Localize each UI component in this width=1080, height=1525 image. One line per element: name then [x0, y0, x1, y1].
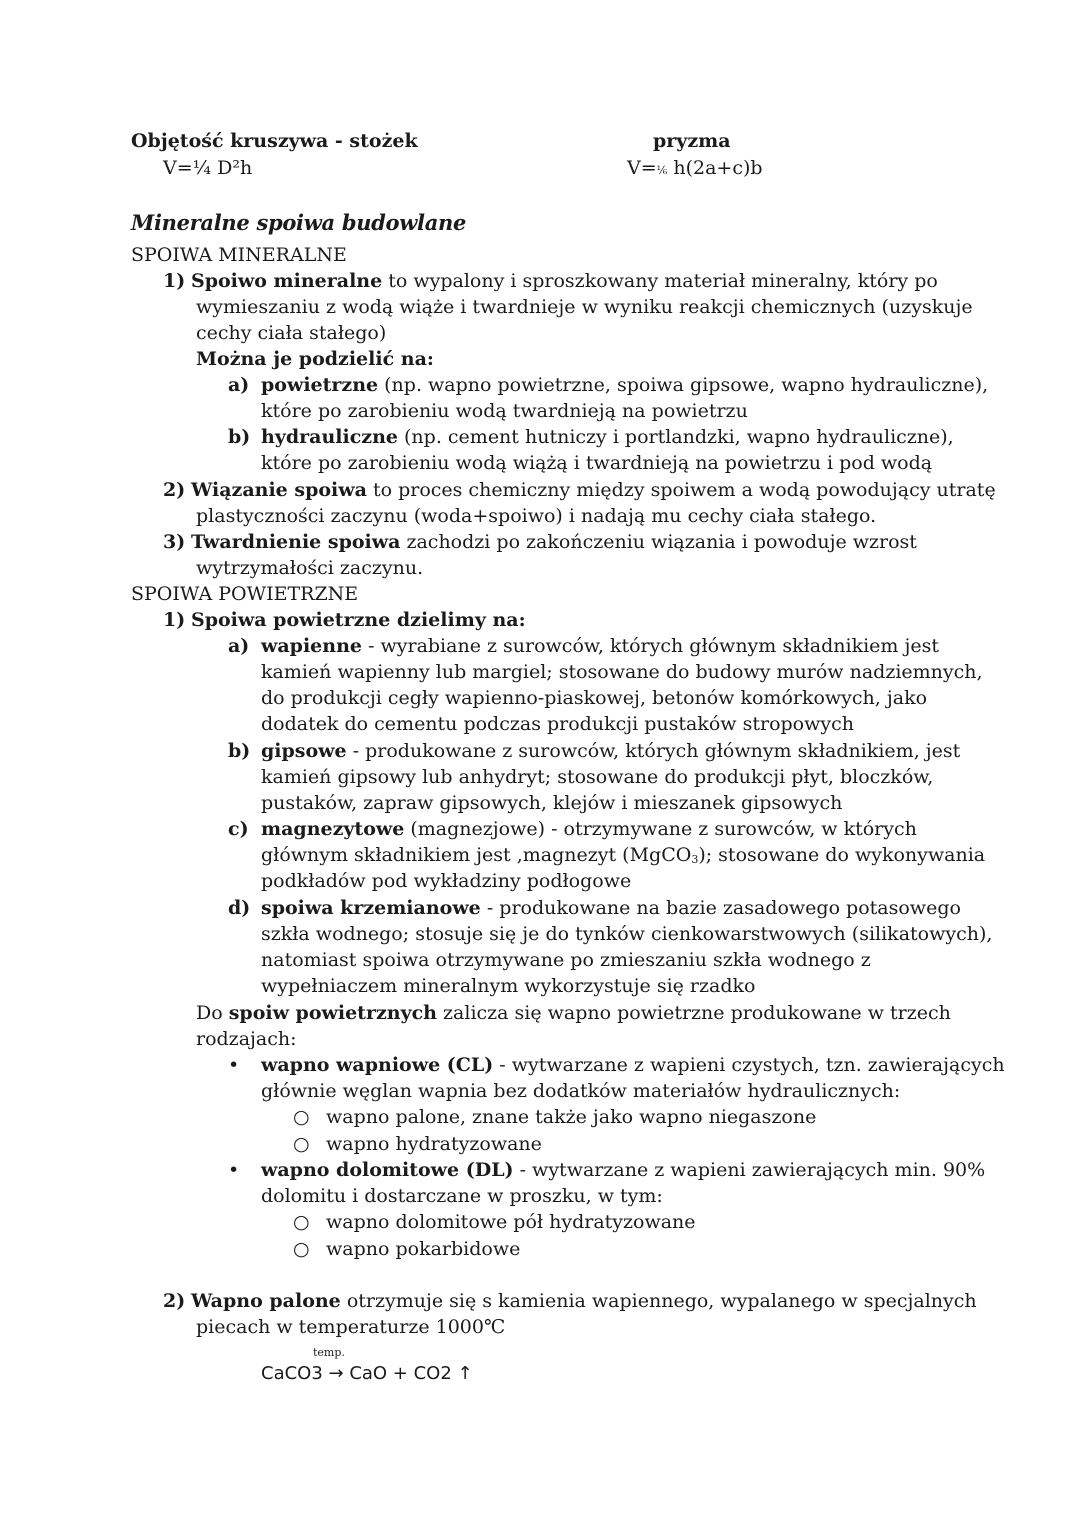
air-subitem-d: d) spoiwa krzemianowe - produkowane na bazie zasadowego potasowego — [228, 897, 961, 919]
air-item-2: 2) Wapno palone otrzymuje się s kamienia wapiennego, wypalanego w specjalnych — [163, 1290, 977, 1312]
text-line: dolomitu i dostarczane w proszku, w tym: — [261, 1185, 663, 1207]
text-line: kamień gipsowy lub anhydryt; stosowane do produkcji płyt, bloczków, — [261, 766, 934, 788]
sub-bullet: ○ wapno dolomitowe pół hydratyzowane — [293, 1211, 696, 1233]
mineral-subitem-a: a) powietrzne (np. wapno powietrzne, spoiwa gipsowe, wapno hydrauliczne), — [228, 374, 989, 396]
lime-intro: Do spoiw powietrznych zalicza się wapno powietrzne produkowane w trzech — [196, 1002, 951, 1024]
text-line: cechy ciała stałego) — [196, 322, 387, 344]
reaction-equation: CaCO3 → CaO + CO2 ↑ — [261, 1363, 473, 1384]
sub-bullet: ○ wapno pokarbidowe — [293, 1238, 521, 1260]
text-line: podkładów pod wykładziny podłogowe — [261, 870, 632, 892]
text-line: wymieszaniu z wodą wiąże i twardnieje w wyniku reakcji chemicznych (uzyskuje — [196, 296, 973, 318]
bullet-dl: • wapno dolomitowe (DL) - wytwarzane z wapieni zawierających min. 90% — [228, 1159, 986, 1181]
text-line: piecach w temperaturze 1000℃ — [196, 1316, 506, 1338]
text-line: szkła wodnego; stosuje się je do tynków cienkowarstwowych (silikatowych), — [261, 923, 993, 945]
text-line: rodzajach: — [196, 1028, 297, 1050]
temp-label: temp. — [313, 1346, 345, 1359]
sub-bullet: ○ wapno hydratyzowane — [293, 1133, 542, 1155]
bullet-cl: • wapno wapniowe (CL) - wytwarzane z wapieni czystych, tzn. zawierających — [228, 1054, 1005, 1076]
air-item-1: 1) Spoiwa powietrzne dzielimy na: — [163, 609, 526, 631]
air-subitem-a: a) wapienne - wyrabiane z surowców, których głównym składnikiem jest — [228, 635, 939, 657]
section-heading-mineral: SPOIWA MINERALNE — [131, 244, 347, 266]
text-line: kamień wapienny lub margiel; stosowane do budowy murów nadziemnych, — [261, 661, 983, 683]
mineral-item-1: 1) Spoiwo mineralne to wypalony i sproszkowany materiał mineralny, który po — [163, 270, 938, 292]
prism-volume-label: pryzma — [653, 130, 731, 152]
air-subitem-b: b) gipsowe - produkowane z surowców, których głównym składnikiem, jest — [228, 740, 961, 762]
text-line: głównym składnikiem jest ,magnezyt (MgCO3); stosowane do wykonywania — [261, 844, 986, 866]
mineral-item-3: 3) Twardnienie spoiwa zachodzi po zakończeniu wiązania i powoduje wzrost — [163, 531, 917, 553]
text-line: wytrzymałości zaczynu. — [196, 557, 424, 579]
text-line: głównie węglan wapnia bez dodatków materiałów hydraulicznych: — [261, 1080, 901, 1102]
section-heading-air: SPOIWA POWIETRZNE — [131, 583, 359, 605]
text-line: Można je podzielić na: — [196, 348, 434, 370]
prism-volume-formula: V=⅙ h(2a+c)b — [627, 157, 763, 179]
text-line: dodatek do cementu podczas produkcji pustaków stropowych — [261, 713, 854, 735]
mineral-subitem-b: b) hydrauliczne (np. cement hutniczy i portlandzki, wapno hydrauliczne), — [228, 426, 954, 448]
cone-volume-formula: V=¼ D²h — [163, 157, 253, 179]
text-line: pustaków, zapraw gipsowych, klejów i mieszanek gipsowych — [261, 792, 843, 814]
text-line: natomiast spoiwa otrzymywane po zmieszaniu szkła wodnego z — [261, 949, 871, 971]
text-line: które po zarobieniu wodą wiążą i twardnieją na powietrzu i pod wodą — [261, 452, 933, 474]
cone-volume-label: Objętość kruszywa - stożek — [131, 130, 418, 152]
air-subitem-c: c) magnezytowe (magnezjowe) - otrzymywane z surowców, w których — [228, 818, 917, 840]
text-line: które po zarobieniu wodą twardnieją na powietrzu — [261, 400, 748, 422]
sub-bullet: ○ wapno palone, znane także jako wapno niegaszone — [293, 1106, 817, 1128]
text-line: wypełniaczem mineralnym wykorzystuje się rzadko — [261, 975, 756, 997]
page-title: Mineralne spoiwa budowlane — [131, 210, 467, 235]
text-line: do produkcji cegły wapienno-piaskowej, betonów komórkowych, jako — [261, 687, 928, 709]
mineral-item-2: 2) Wiązanie spoiwa to proces chemiczny między spoiwem a wodą powodujący utratę — [163, 479, 996, 501]
text-line: plastyczności zaczynu (woda+spoiwo) i nadają mu cechy ciała stałego. — [196, 505, 877, 527]
